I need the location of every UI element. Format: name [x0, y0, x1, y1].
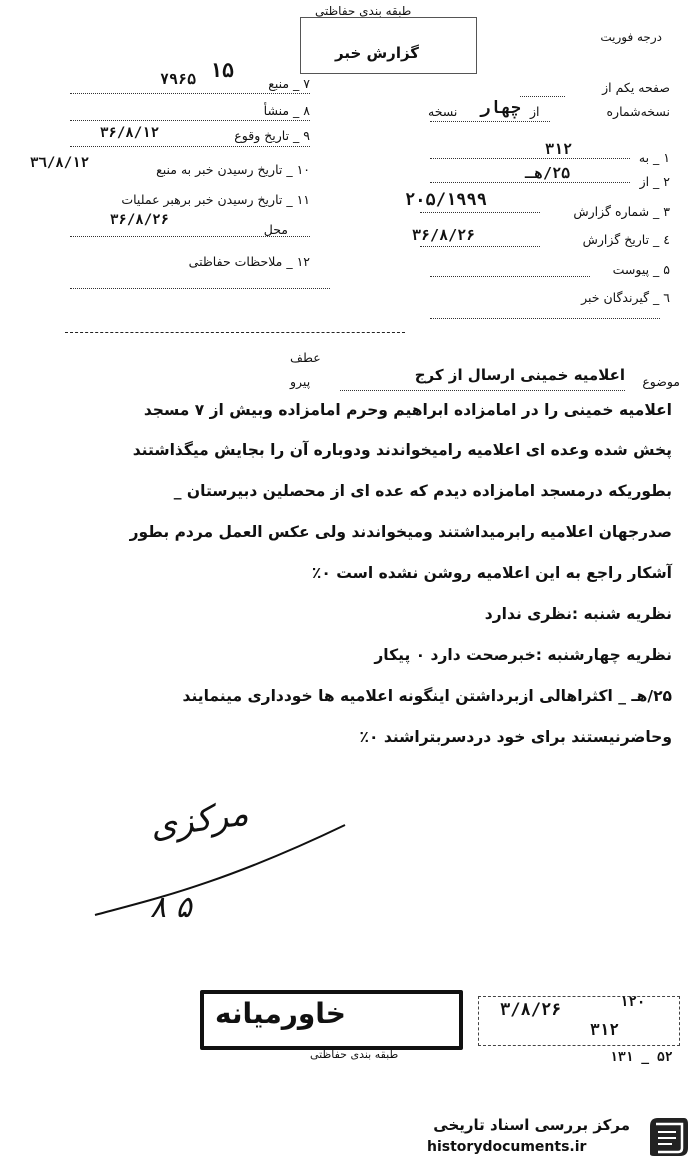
body-line-6: نظریه شنبه :نظری ندارد [484, 605, 672, 623]
recipients-label: ٦ _ گیرندگان خبر [581, 290, 670, 305]
signature-stroke [90, 820, 350, 930]
follow-label: پیرو [290, 374, 311, 389]
classification-top: طبقه بندی حفاظتی [315, 4, 412, 18]
source-line [70, 93, 310, 94]
from-line [430, 182, 630, 183]
body-line-9: وحاضرنیستند برای خود دردسربتراشند ۰٪ [359, 728, 672, 746]
ref-label: عطف [290, 350, 321, 365]
footer-website: historydocuments.ir [427, 1139, 587, 1155]
bottom-stamp-text: خاورمیانه [215, 997, 346, 1030]
report-no-label: ۳ _ شماره گزارش [573, 204, 670, 219]
received-label: ۱۰ _ تاریخ رسیدن خبر به منبع [156, 162, 310, 177]
body-line-1: اعلامیه خمینی را در امامزاده ابراهیم وحرم امامزاده وبیش از ۷ مسجد [143, 401, 672, 419]
received-value: ۳٦/۸/۱۲ [30, 155, 90, 171]
footer-watermark [415, 1112, 700, 1161]
report-no-value: ۲۰۵/۱۹۹۹ [405, 190, 487, 210]
report-date-value: ۳۶/۸/۲۶ [412, 226, 476, 244]
body-line-8: ۲۵/هـ _ اکثراهالی ازبرداشتن اینگونه اعلامیه ها خودداری مینمایند [182, 687, 672, 705]
occurrence-value: ۳۶/۸/۱۲ [100, 125, 160, 141]
footer-org-name: مرکز بررسی اسناد تاریخی [433, 1116, 630, 1134]
attachment-label: ۵ _ پیوست [612, 262, 670, 277]
ref-date: ۳/۸/۲۶ [500, 1000, 562, 1020]
from-label: ۲ _ از [639, 174, 670, 189]
archive-number: ۱۳۱ _ ۵۲ [610, 1050, 673, 1065]
ops-value: ۳۶/۸/۲۶ [110, 212, 170, 228]
to-line [430, 158, 630, 159]
body-line-4: صدرجهان اعلامیه رابرمیداشتند ومیخواندند ولی عکس العمل مردم بطور [129, 523, 672, 541]
report-title: گزارش خبر [335, 44, 420, 62]
body-line-7: نظریه چهارشنبه :خبرصحت دارد ۰ پیکار [374, 646, 672, 664]
body-line-5: آشکار راجع به این اعلامیه روشن نشده است ۰٪ [311, 564, 672, 582]
notes-line-2 [65, 332, 405, 333]
ref-unit: ۳۱۲ [590, 1020, 619, 1039]
ops-place-label: محل [263, 222, 288, 237]
copy-word: نسخه [428, 104, 458, 119]
copy-line-dots [430, 121, 550, 122]
notes-label: ۱۲ _ ملاحظات حفاظتی [188, 254, 310, 269]
notes-line-1 [70, 288, 330, 289]
ref-code: ۱۲۰ [620, 994, 646, 1010]
signature-digits: ۵ ۸ [150, 890, 192, 925]
copy-of-label: از [530, 104, 540, 119]
signature-text: مرکزی [147, 793, 251, 847]
to-label: ۱ _ به [638, 150, 670, 165]
page-line-label: صفحه یکم از [602, 80, 670, 95]
recipients-line [430, 318, 660, 319]
bottom-stamp-class: طبقه بندی حفاظتی [310, 1048, 399, 1061]
body-line-3: بطوریکه درمسجد امامزاده دیدم که عده ای از محصلین دبیرستان _ [173, 482, 672, 500]
report-date-line [420, 246, 540, 247]
from-value: ۲۵/هـ [525, 164, 571, 182]
attachment-line [430, 276, 590, 277]
scroll-logo-icon [644, 1114, 692, 1160]
copy-handwritten: چهار [480, 98, 521, 118]
priority-label: درجه فوریت [600, 30, 662, 44]
ops-line [70, 236, 310, 237]
occurrence-line [70, 146, 310, 147]
page-line-dots [520, 96, 565, 97]
origin-line [70, 120, 310, 121]
subject-line [340, 390, 625, 391]
to-value: ۳۱۲ [545, 140, 573, 158]
occurrence-label: ۹ _ تاریخ وقوع [234, 128, 310, 143]
subject-value: اعلامیه خمینی ارسال از کرج [414, 366, 625, 384]
report-no-line [420, 212, 540, 213]
ops-label: ۱۱ _ تاریخ رسیدن خبر برهبر عملیات [121, 192, 310, 207]
subject-label: موضوع [642, 374, 680, 389]
report-date-label: ٤ _ تاریخ گزارش [582, 232, 670, 247]
copy-line-label: نسخه‌شماره [606, 104, 670, 119]
stamp-mark: ۱۵ [210, 58, 235, 82]
origin-label: ۸ _ منشأ [263, 103, 310, 118]
source-value: ۷۹۶۵ [160, 70, 197, 88]
source-label: ۷ _ منبع [268, 76, 310, 91]
body-line-2: پخش شده وعده ای اعلامیه رامیخواندند ودوباره آن را بجایش میگذاشتند [132, 441, 672, 459]
